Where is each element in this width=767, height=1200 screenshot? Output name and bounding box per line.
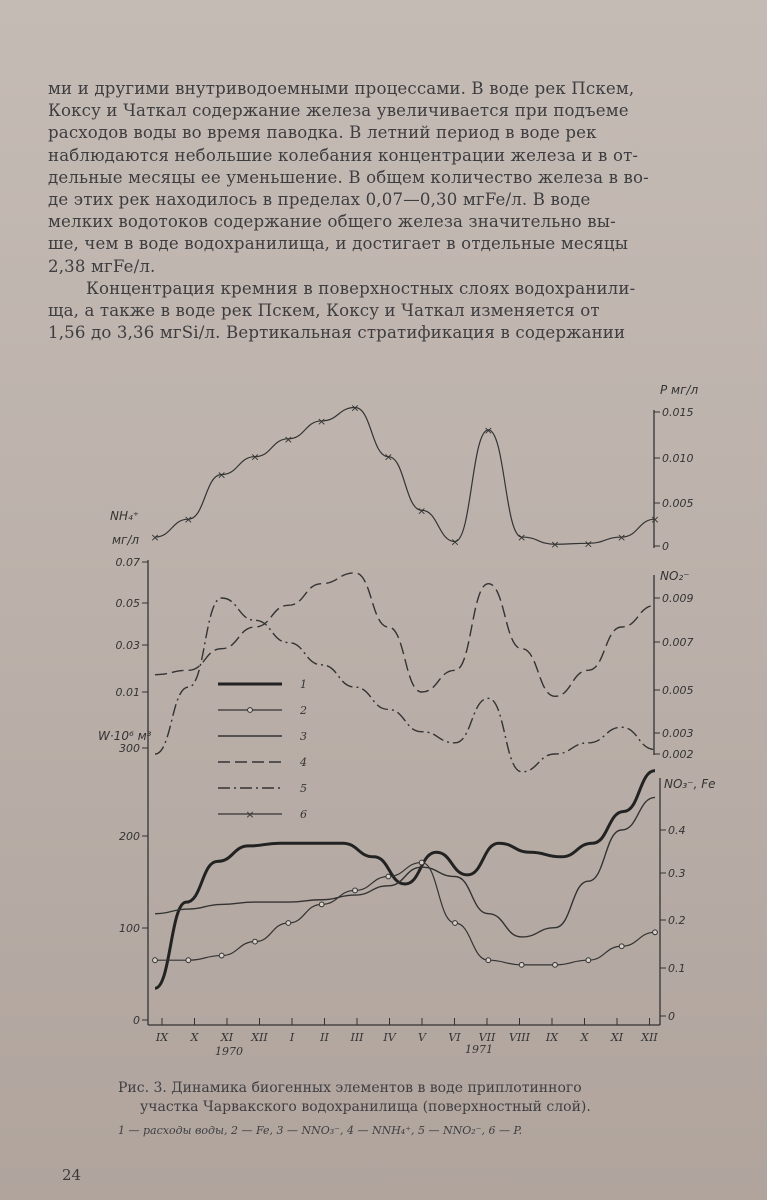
series-4-line [155, 573, 655, 697]
p-tick-label: 0.010 [662, 452, 694, 465]
series-2-marker [153, 958, 158, 963]
w-axis-title: W·10⁶ м³ [98, 729, 152, 743]
chart-frame [148, 410, 660, 1025]
series-6-marker: × [450, 535, 460, 549]
series-1-line [155, 771, 655, 989]
text-line: Коксу и Чаткал содержание железа увеличивается при подъеме [48, 101, 629, 121]
caption-title-line1: Рис. 3. Динамика биогенных элементов в воде приплотинного [118, 1080, 582, 1096]
series-6-marker: × [650, 513, 660, 527]
series-2-marker [186, 958, 191, 963]
p-tick-label: 0 [662, 540, 669, 553]
legend-marker-6: × [245, 808, 255, 821]
series-6-marker: × [383, 450, 393, 464]
no3-tick-label: 0.4 [668, 824, 686, 837]
legend-label-1: 1 [300, 678, 307, 691]
series-6-marker: × [250, 450, 260, 464]
no3-axis-title: NO₃⁻, Fe [664, 777, 716, 791]
w-tick-label: 0 [133, 1014, 140, 1027]
series-6-marker: × [217, 468, 227, 482]
series-2-marker [519, 962, 524, 967]
p-axis-title: P мг/л [660, 383, 699, 397]
month-label: IV [383, 1031, 396, 1044]
series-2-marker [419, 860, 424, 865]
series-2-line [155, 863, 655, 965]
tick-labels [116, 406, 694, 1044]
legend-label-5: 5 [300, 782, 307, 795]
series-6-marker: × [350, 401, 360, 415]
month-label: XI [220, 1031, 234, 1044]
month-label: V [418, 1031, 426, 1044]
w-tick-label: 200 [119, 830, 140, 843]
p-tick-label: 0.005 [662, 497, 694, 510]
text-line: 1,56 до 3,36 мгSi/л. Вертикальная стратификация в содержании [48, 323, 626, 343]
series-2-marker [653, 930, 658, 935]
year-label-1970: 1970 [215, 1045, 243, 1058]
caption-legend: 1 — расходы воды, 2 — Fe, 3 — NNO₃⁻, 4 — NNH₄⁺, 5 — NNO₂⁻, 6 — P. [118, 1124, 523, 1137]
nh4-axis-unit: мг/л [112, 533, 140, 547]
legend-label-3: 3 [300, 730, 307, 743]
no3-tick-label: 0 [668, 1010, 675, 1023]
text-line: 2,38 мгFe/л. [48, 256, 156, 276]
text-line: ми и другими внутриводоемными процессами. В воде рек Пскем, [48, 79, 635, 98]
month-label: II [320, 1031, 329, 1044]
series-6-marker: × [517, 531, 527, 545]
series-2-marker [286, 921, 291, 926]
text-line: дельные месяцы ее уменьшение. В общем количество железа в во- [48, 167, 649, 187]
caption-title-line2: участка Чарвакского водохранилища (поверхностный слой). [140, 1099, 591, 1115]
text-line: мелких водотоков содержание общего железа значительно вы- [48, 212, 616, 232]
series-2-marker [586, 958, 591, 963]
legend-label-4: 4 [300, 756, 307, 769]
series-6-marker: × [483, 423, 493, 437]
no2-axis-title: NO₂⁻ [660, 569, 690, 583]
series-6-marker: × [283, 432, 293, 446]
series-2-marker [353, 888, 358, 893]
w-tick-label: 300 [119, 742, 140, 755]
nh4-tick-label: 0.01 [115, 686, 140, 699]
month-label: VIII [509, 1031, 530, 1044]
month-label: I [289, 1031, 295, 1044]
no2-tick-label: 0.002 [662, 748, 694, 761]
month-label: X [580, 1031, 589, 1044]
no2-tick-label: 0.003 [662, 727, 694, 740]
figure-caption [118, 1079, 708, 1140]
month-label: XII [641, 1031, 658, 1044]
text-line: ше, чем в воде водохранилища, и достигает в отдельные месяцы [48, 234, 629, 254]
series-2-marker [486, 958, 491, 963]
series-6-line [155, 408, 655, 545]
nh4-tick-label: 0.07 [115, 556, 140, 569]
series-2-marker [319, 902, 324, 907]
legend-label-2: 2 [300, 704, 307, 717]
nh4-axis-title: NH₄⁺ [110, 509, 140, 523]
month-label: III [350, 1031, 364, 1044]
no3-tick-label: 0.2 [668, 914, 686, 927]
no3-tick-label: 0.3 [668, 867, 686, 880]
month-label: IX [155, 1031, 169, 1044]
text-line: наблюдаются небольшие колебания концентрации железа и в от- [48, 145, 639, 165]
page-number: 24 [62, 1166, 82, 1184]
month-label: XII [251, 1031, 268, 1044]
series-2-marker [453, 921, 458, 926]
series-6-marker: × [183, 513, 193, 527]
series-6-marker: × [417, 504, 427, 518]
no2-tick-label: 0.007 [662, 636, 694, 649]
month-label: VII [478, 1031, 496, 1044]
series-6-marker: × [550, 538, 560, 552]
series-2-marker [386, 874, 391, 879]
legend-label-6: 6 [300, 808, 307, 821]
series-3-line [155, 797, 655, 937]
no3-tick-label: 0.1 [668, 962, 686, 975]
w-tick-label: 100 [119, 922, 140, 935]
series-6-marker: × [583, 537, 593, 551]
series-6-marker: × [617, 531, 627, 545]
nh4-tick-label: 0.03 [115, 639, 140, 652]
series-6-marker: × [317, 414, 327, 428]
series-2-marker [219, 953, 224, 958]
text-line: ща, а также в воде рек Пскем, Коксу и Чаткал изменяется от [48, 301, 600, 321]
legend-marker-2 [248, 708, 253, 713]
text-line: де этих рек находилось в пределах 0,07—0,30 мгFe/л. В воде [48, 190, 591, 210]
chart-legend [218, 678, 307, 821]
month-label: VI [448, 1031, 461, 1044]
year-label-1971: 1971 [465, 1043, 493, 1056]
series-2-marker [619, 944, 624, 949]
p-tick-label: 0.015 [662, 406, 694, 419]
text-line: расходов воды во время паводка. В летний период в воде рек [48, 123, 597, 143]
no2-tick-label: 0.009 [662, 592, 694, 605]
series-2-marker [553, 962, 558, 967]
nh4-tick-label: 0.05 [115, 597, 140, 610]
month-label: IX [545, 1031, 559, 1044]
series-2-marker [253, 939, 258, 944]
month-label: XI [610, 1031, 624, 1044]
text-line: Концентрация кремния в поверхностных слоях водохранили- [86, 278, 636, 298]
series-6-marker: × [150, 531, 160, 545]
data-series [150, 402, 659, 989]
month-label: X [190, 1031, 199, 1044]
no2-tick-label: 0.005 [662, 684, 694, 697]
